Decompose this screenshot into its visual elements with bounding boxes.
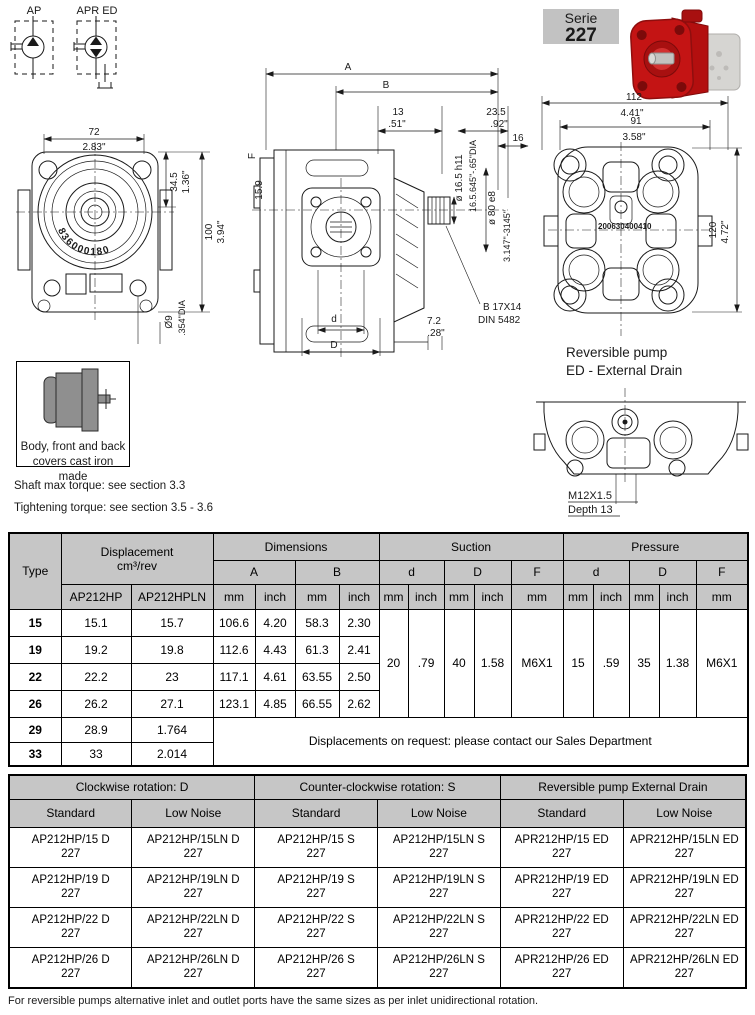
model-cell: APR212HP/15 ED 227 — [500, 827, 623, 867]
cell: 19.2 — [61, 636, 131, 663]
cell: 4.43 — [255, 636, 295, 663]
side-view-drawing — [246, 58, 538, 360]
front-marking: 836000180 — [55, 226, 112, 258]
cell: 61.3 — [295, 636, 339, 663]
cell-pressure-F: M6X1 — [696, 609, 748, 717]
col-header-suction: Suction — [379, 533, 563, 560]
model-cell: AP212HP/26 S 227 — [255, 947, 378, 988]
col-header-pressure-F: F — [696, 560, 748, 584]
col-header-pressure-d: d — [563, 560, 629, 584]
dim-o80: ø 80 e8 — [487, 191, 498, 225]
model-cell: AP212HP/26 D 227 — [9, 947, 132, 988]
model-cell: AP212HP/22 S 227 — [255, 907, 378, 947]
front-view-geometry — [16, 142, 174, 320]
cell-type: 29 — [9, 717, 61, 742]
dim-A: A — [344, 62, 352, 73]
displacements-note: Displacements on request: please contact our Sales Department — [213, 717, 748, 766]
cell: 2.41 — [339, 636, 379, 663]
unit-header: mm — [379, 584, 408, 609]
shaft-torque-note: Shaft max torque: see section 3.3 — [14, 480, 186, 492]
sub-header-lownoise: Low Noise — [623, 799, 746, 827]
dim-4-41: 4.41" — [620, 108, 644, 119]
col-header-displacement — [61, 533, 213, 584]
dim-28: .28" — [427, 328, 445, 339]
model-cell: AP212HP/22 D 227 — [9, 907, 132, 947]
model-cell: AP212HP/26LN S 227 — [377, 947, 500, 988]
col-header-ap212hpln: AP212HPLN — [131, 584, 213, 609]
cell: 15.7 — [131, 609, 213, 636]
col-header-suction-d: d — [379, 560, 444, 584]
cell: 33 — [61, 742, 131, 766]
cell: 4.61 — [255, 663, 295, 690]
cell: 106.6 — [213, 609, 255, 636]
dim-51: .51" — [388, 119, 406, 130]
dim-3-94: 3.94" — [216, 220, 227, 244]
displacement-label: Displacement — [100, 544, 174, 559]
cell: 117.1 — [213, 663, 255, 690]
cell: 58.3 — [295, 609, 339, 636]
sub-header-standard: Standard — [500, 799, 623, 827]
col-header-suction-D: D — [444, 560, 511, 584]
table-row — [9, 907, 746, 947]
cell: 2.62 — [339, 690, 379, 717]
dim-1-36: 1.36" — [181, 170, 192, 194]
front-view-drawing — [14, 108, 259, 353]
dim-depth13: Depth 13 — [568, 504, 613, 516]
unit-header: inch — [593, 584, 629, 609]
ap-symbol-icon — [11, 16, 53, 79]
cell-type: 22 — [9, 663, 61, 690]
table-row — [9, 827, 746, 867]
cell-suction-d-inch: .79 — [408, 609, 444, 717]
model-cell: AP212HP/19LN D 227 — [132, 867, 255, 907]
unit-header: inch — [474, 584, 511, 609]
ed-view-geometry — [534, 388, 748, 504]
col-header-pressure-D: D — [629, 560, 696, 584]
cell: 123.1 — [213, 690, 255, 717]
cast-note-line1: Body, front and back — [20, 441, 126, 453]
group-header-counterclockwise: Counter-clockwise rotation: S — [255, 775, 501, 799]
cast-iron-pump-icon — [28, 367, 118, 433]
dim-3-147: 3.147"-3145" — [502, 210, 512, 262]
cell-type: 15 — [9, 609, 61, 636]
dim-4-72: 4.72" — [720, 220, 731, 244]
ed-view-labels — [568, 490, 638, 516]
dim-72: 72 — [88, 127, 100, 138]
model-cell: AP212HP/22LN S 227 — [377, 907, 500, 947]
model-cell: AP212HP/15LN S 227 — [377, 827, 500, 867]
dim-91: 91 — [630, 116, 642, 127]
table-row — [9, 609, 748, 636]
model-cell: AP212HP/19 S 227 — [255, 867, 378, 907]
model-cell: APR212HP/22 ED 227 — [500, 907, 623, 947]
model-cell: APR212HP/15LN ED 227 — [623, 827, 746, 867]
unit-header: inch — [339, 584, 379, 609]
dim-34-5: 34.5 — [169, 172, 180, 192]
dim-15-9: 15.9 — [254, 180, 265, 200]
dim-112: 112 — [626, 92, 642, 103]
dim-92: .92" — [490, 119, 508, 130]
tightening-torque-note: Tightening torque: see section 3.5 - 3.6 — [14, 502, 214, 514]
cell-pressure-D-mm: 35 — [629, 609, 659, 717]
sub-header-standard: Standard — [255, 799, 378, 827]
dim-F: F — [247, 152, 258, 160]
cell-pressure-d-mm: 15 — [563, 609, 593, 717]
dim-120: 120 — [708, 221, 719, 239]
dim-23-5: 23.5 — [486, 107, 506, 118]
displacement-unit: cm³/rev — [117, 558, 157, 573]
model-cell: AP212HP/19 D 227 — [9, 867, 132, 907]
cell: 2.30 — [339, 609, 379, 636]
cell: 4.85 — [255, 690, 295, 717]
model-cell: AP212HP/26LN D 227 — [132, 947, 255, 988]
cell-pressure-d-inch: .59 — [593, 609, 629, 717]
dim-m12: M12X1.5 — [568, 490, 613, 502]
ap-symbol-label: AP — [26, 5, 42, 17]
col-header-pressure: Pressure — [563, 533, 748, 560]
back-view-drawing — [532, 90, 754, 338]
cell: 28.9 — [61, 717, 131, 742]
dim-o16-5: ø 16.5 h11 — [454, 154, 465, 202]
reversible-pump-title — [566, 344, 682, 380]
apr-ed-symbol-label: APR ED — [76, 5, 118, 17]
cell-type: 26 — [9, 690, 61, 717]
cell: 4.20 — [255, 609, 295, 636]
dim-Dcap: D — [330, 340, 338, 351]
model-cell: AP212HP/15 D 227 — [9, 827, 132, 867]
back-marking: 200630400410 — [598, 222, 652, 231]
col-header-B: B — [295, 560, 379, 584]
cell: 2.50 — [339, 663, 379, 690]
unit-header: mm — [563, 584, 593, 609]
cell: 63.55 — [295, 663, 339, 690]
col-header-A: A — [213, 560, 295, 584]
cell: 19.8 — [131, 636, 213, 663]
sub-header-standard: Standard — [9, 799, 132, 827]
unit-header: inch — [408, 584, 444, 609]
back-view-geometry — [544, 142, 712, 336]
model-cell: AP212HP/15 S 227 — [255, 827, 378, 867]
cell: 22.2 — [61, 663, 131, 690]
cell: 1.764 — [131, 717, 213, 742]
sub-header-lownoise: Low Noise — [132, 799, 255, 827]
specs-table — [8, 532, 749, 767]
apr-ed-symbol-icon — [74, 16, 116, 88]
unit-header: mm — [511, 584, 563, 609]
model-cell: APR212HP/19LN ED 227 — [623, 867, 746, 907]
unit-header: mm — [629, 584, 659, 609]
dim-13: 13 — [392, 107, 404, 118]
footer-note: For reversible pumps alternative inlet and outlet ports have the same sizes as per inlet unidirectional rotation. — [8, 995, 539, 1007]
col-header-dimensions: Dimensions — [213, 533, 379, 560]
table-row — [9, 947, 746, 988]
model-cell: AP212HP/19LN S 227 — [377, 867, 500, 907]
cell-type: 19 — [9, 636, 61, 663]
cell: 2.014 — [131, 742, 213, 766]
sub-header-lownoise: Low Noise — [377, 799, 500, 827]
cell-pressure-D-inch: 1.38 — [659, 609, 696, 717]
col-header-suction-F: F — [511, 560, 563, 584]
cell: 15.1 — [61, 609, 131, 636]
spline-callout-1: B 17X14 — [483, 302, 522, 313]
hydraulic-symbols — [8, 2, 133, 97]
unit-header: mm — [696, 584, 748, 609]
model-cell: APR212HP/26LN ED 227 — [623, 947, 746, 988]
cell-suction-d-mm: 20 — [379, 609, 408, 717]
pump-photo — [626, 4, 748, 102]
model-cell: APR212HP/19 ED 227 — [500, 867, 623, 907]
unit-header: mm — [295, 584, 339, 609]
group-header-reversible: Reversible pump External Drain — [500, 775, 746, 799]
dim-3-58: 3.58" — [622, 132, 646, 143]
dim-16: 16 — [512, 133, 524, 144]
unit-header: inch — [255, 584, 295, 609]
model-cell: AP212HP/22LN D 227 — [132, 907, 255, 947]
cell: 112.6 — [213, 636, 255, 663]
series-number: 227 — [565, 25, 597, 46]
series-badge — [543, 9, 619, 44]
dim-d: d — [331, 314, 337, 325]
side-view-dimensions — [247, 62, 528, 356]
cell: 23 — [131, 663, 213, 690]
dim-354dia: .354"DIA — [177, 300, 187, 336]
col-header-ap212hp: AP212HP — [61, 584, 131, 609]
cast-iron-note — [16, 361, 130, 483]
model-cell: APR212HP/26 ED 227 — [500, 947, 623, 988]
group-header-clockwise: Clockwise rotation: D — [9, 775, 255, 799]
cell: 26.2 — [61, 690, 131, 717]
table-row — [9, 867, 746, 907]
reversible-pump-title-line1: Reversible pump — [566, 345, 668, 360]
cell-suction-F: M6X1 — [511, 609, 563, 717]
unit-header: mm — [444, 584, 474, 609]
cell: 27.1 — [131, 690, 213, 717]
dim-645-65dia: 16.5.645"-.65"DIA — [468, 140, 478, 212]
cell-suction-D-mm: 40 — [444, 609, 474, 717]
series-label: Serie — [564, 10, 598, 26]
dim-7-2: 7.2 — [427, 316, 441, 327]
cell: 66.55 — [295, 690, 339, 717]
col-header-type: Type — [9, 533, 61, 609]
reversible-pump-title-line2: ED - External Drain — [566, 363, 683, 378]
dim-2-83: 2.83" — [82, 142, 106, 153]
cell-suction-D-inch: 1.58 — [474, 609, 511, 717]
table-row — [9, 717, 748, 742]
unit-header: mm — [213, 584, 255, 609]
cast-note-line2: covers cast iron made — [32, 456, 114, 483]
model-cell: APR212HP/22LN ED 227 — [623, 907, 746, 947]
dim-100: 100 — [204, 223, 215, 241]
dim-o9: Ø9 — [164, 315, 175, 329]
dim-B: B — [382, 80, 390, 91]
models-table — [8, 774, 747, 989]
unit-header: inch — [659, 584, 696, 609]
spline-callout-2: DIN 5482 — [478, 315, 521, 326]
ed-view-drawing — [532, 382, 752, 517]
model-cell: AP212HP/15LN D 227 — [132, 827, 255, 867]
cell-type: 33 — [9, 742, 61, 766]
